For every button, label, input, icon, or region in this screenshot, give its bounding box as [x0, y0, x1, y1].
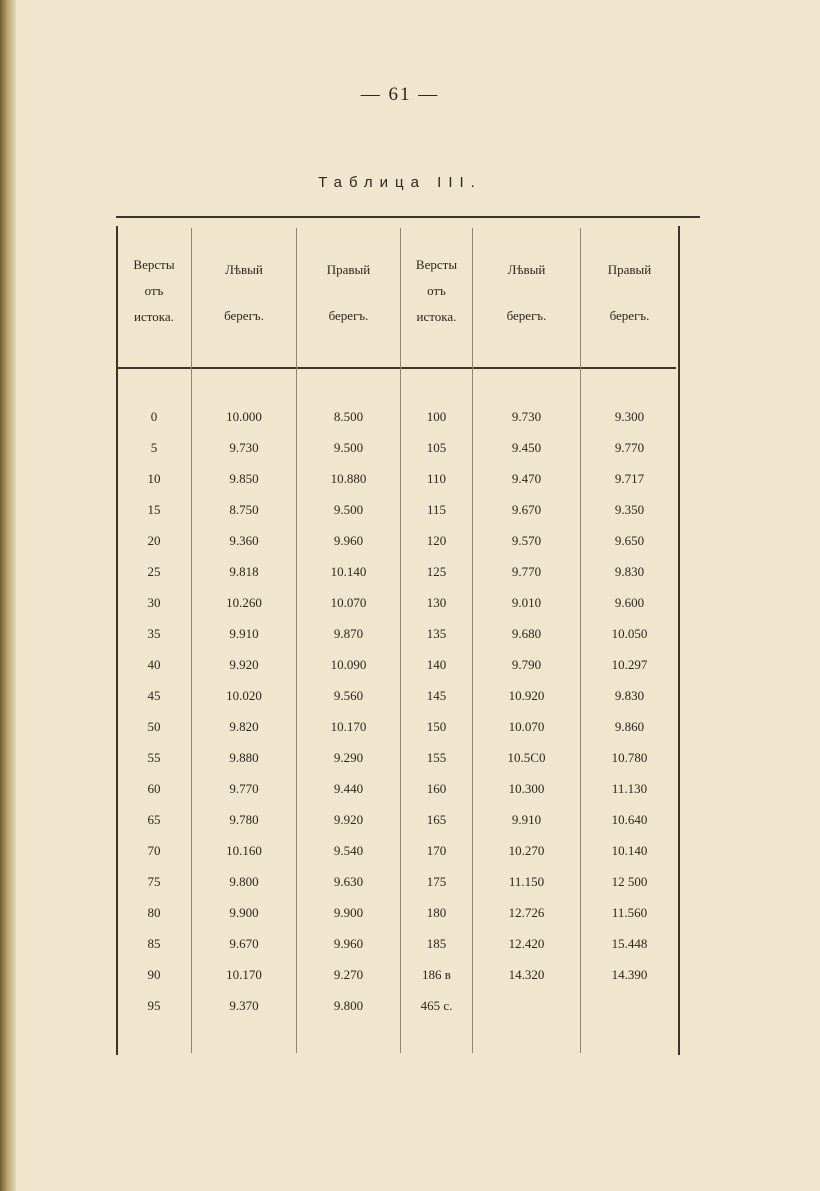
- table-cell: 155: [426, 750, 447, 765]
- table-top-rule: [116, 216, 700, 218]
- table-right-border: [678, 226, 680, 1055]
- table-cell: 10.090: [330, 657, 367, 672]
- table-cell: 10.300: [508, 781, 545, 796]
- table-cell: 9.500: [333, 502, 364, 517]
- header-versts-right: Версты отъ истока.: [415, 257, 458, 324]
- table-cell: 9.818: [229, 564, 259, 579]
- table-header-rule: [116, 367, 676, 369]
- table-cell: 9.910: [229, 626, 259, 641]
- table-cell: 9.350: [614, 502, 645, 517]
- table-cell: 9.780: [229, 812, 259, 827]
- table-cell: 9.650: [614, 533, 645, 548]
- table-cell-note: 465 с.: [420, 998, 453, 1013]
- table-cell: 9.960: [333, 936, 364, 951]
- table-cell: 15.448: [611, 936, 648, 951]
- table-cell: 45: [147, 688, 161, 703]
- table-cell: 9.900: [333, 905, 364, 920]
- table-cell: 11.130: [611, 781, 648, 796]
- table-cell: 9.600: [614, 595, 645, 610]
- table-cell: 110: [426, 471, 447, 486]
- table-cell: 9.820: [229, 719, 259, 734]
- table-cell: 10.170: [330, 719, 367, 734]
- table-title: Таблица III.: [318, 174, 482, 191]
- table-cell: 9.670: [229, 936, 259, 951]
- table-cell: 170: [426, 843, 447, 858]
- header-right-bank-1: Правый берегъ.: [326, 262, 371, 323]
- table-cell: 120: [426, 533, 447, 548]
- table-cell: 12.726: [508, 905, 545, 920]
- table-cell: 10.260: [226, 595, 262, 610]
- table-cell: 11.150: [508, 874, 545, 889]
- table-cell: 10.140: [611, 843, 648, 858]
- table-cell: 50: [147, 719, 161, 734]
- table-cell: 9.450: [511, 440, 542, 455]
- table-cell: 9.630: [333, 874, 364, 889]
- header-left-bank-1: Лѣвый берегъ.: [224, 262, 264, 323]
- table-cell: 75: [147, 874, 161, 889]
- table-cell: 14.390: [611, 967, 648, 982]
- table-cell: 9.440: [333, 781, 364, 796]
- table-cell: 30: [147, 595, 161, 610]
- table-cell: 9.290: [333, 750, 364, 765]
- table-cell: 10.050: [611, 626, 648, 641]
- table-cell: 10.170: [226, 967, 262, 982]
- table-cell: 115: [426, 502, 447, 517]
- table-cell: 9.850: [229, 471, 259, 486]
- table-cell: 140: [426, 657, 447, 672]
- table-cell: 165: [426, 812, 447, 827]
- table-cell: 10.5C0: [507, 750, 546, 765]
- table-cell: 9.910: [511, 812, 542, 827]
- table-cell: 10.070: [330, 595, 367, 610]
- table-cell: 11.560: [611, 905, 648, 920]
- table-cell: 9.670: [511, 502, 542, 517]
- table-cell: 9.830: [614, 688, 645, 703]
- table-cell: 186 в: [422, 967, 451, 982]
- table-cell: 9.800: [229, 874, 259, 889]
- page-number: — 61 —: [360, 84, 440, 105]
- table-cell: 35: [147, 626, 161, 641]
- table-cell: 10.160: [226, 843, 262, 858]
- table-cell: 10.000: [226, 409, 262, 424]
- table-cell: 9.717: [614, 471, 645, 486]
- table-cell: 14.320: [508, 967, 545, 982]
- table-cell: 9.900: [229, 905, 259, 920]
- table-cell: 10.070: [508, 719, 545, 734]
- table-cell: 9.470: [511, 471, 542, 486]
- table-cell: 9.010: [511, 595, 542, 610]
- table-cell: 9.500: [333, 440, 364, 455]
- table-cell: 9.960: [333, 533, 364, 548]
- table-cell: 60: [147, 781, 161, 796]
- table-cell: 80: [147, 905, 161, 920]
- table-cell: 9.680: [511, 626, 542, 641]
- table-cell: 25: [147, 564, 161, 579]
- table-cell: 5: [150, 440, 158, 455]
- table-cell: 9.770: [229, 781, 259, 796]
- table-cell: 9.300: [614, 409, 645, 424]
- table-cell: 9.830: [614, 564, 645, 579]
- header-right-bank-2: Правый берегъ.: [607, 262, 652, 323]
- table-cell: 9.880: [229, 750, 259, 765]
- table-cell: 20: [147, 533, 161, 548]
- table-cell: 150: [426, 719, 447, 734]
- table-cell: 9.270: [333, 967, 364, 982]
- table-cell: 10.780: [611, 750, 648, 765]
- table-cell: 9.920: [333, 812, 364, 827]
- table-cell: 180: [426, 905, 447, 920]
- header-left-bank-2: Лѣвый берегъ.: [506, 262, 547, 323]
- table-cell: 15: [147, 502, 161, 517]
- table-cell: 10.920: [508, 688, 545, 703]
- table-cell: 9.540: [333, 843, 364, 858]
- table-cell: 8.500: [333, 409, 364, 424]
- table-cell: 9.790: [511, 657, 542, 672]
- table-cell: 125: [426, 564, 447, 579]
- table-cell: 130: [426, 595, 447, 610]
- table-cell: 10: [147, 471, 161, 486]
- table-cell: 12.420: [508, 936, 545, 951]
- table-cell: 9.870: [333, 626, 364, 641]
- table-cell: 95: [147, 998, 161, 1013]
- table-cell: 160: [426, 781, 447, 796]
- table-cell: 8.750: [229, 502, 259, 517]
- table-cell: 10.880: [330, 471, 367, 486]
- table-cell: 9.800: [333, 998, 364, 1013]
- table-cell: 0: [150, 409, 158, 424]
- table-cell: 40: [147, 657, 161, 672]
- table-cell: 9.860: [614, 719, 645, 734]
- table-cell: 9.360: [229, 533, 259, 548]
- table-cell: 10.640: [611, 812, 648, 827]
- table-cell: 145: [426, 688, 447, 703]
- table-cell: 185: [426, 936, 447, 951]
- table-cell: 65: [147, 812, 161, 827]
- table-cell: 175: [426, 874, 447, 889]
- table-cell: 10.020: [226, 688, 262, 703]
- table-cell: 9.770: [614, 440, 645, 455]
- table-cell: 135: [426, 626, 447, 641]
- table-cell: 9.920: [229, 657, 259, 672]
- table-cell: 10.270: [508, 843, 545, 858]
- table-cell: 9.570: [511, 533, 542, 548]
- table-cell: 100: [426, 409, 447, 424]
- table-cell: 10.140: [330, 564, 367, 579]
- table-cell: 90: [147, 967, 161, 982]
- table-cell: 12 500: [611, 874, 648, 889]
- table-cell: 9.770: [511, 564, 542, 579]
- table-cell: 105: [426, 440, 447, 455]
- table-cell: 70: [147, 843, 161, 858]
- table-cell: 9.730: [229, 440, 259, 455]
- table-cell: 55: [147, 750, 161, 765]
- table-cell: 10.297: [611, 657, 648, 672]
- table-cell: 85: [147, 936, 161, 951]
- header-versts-left: Версты отъ истока.: [133, 257, 175, 324]
- table-cell: 9.370: [229, 998, 259, 1013]
- table-cell: 9.560: [333, 688, 364, 703]
- table-cell: 9.730: [511, 409, 542, 424]
